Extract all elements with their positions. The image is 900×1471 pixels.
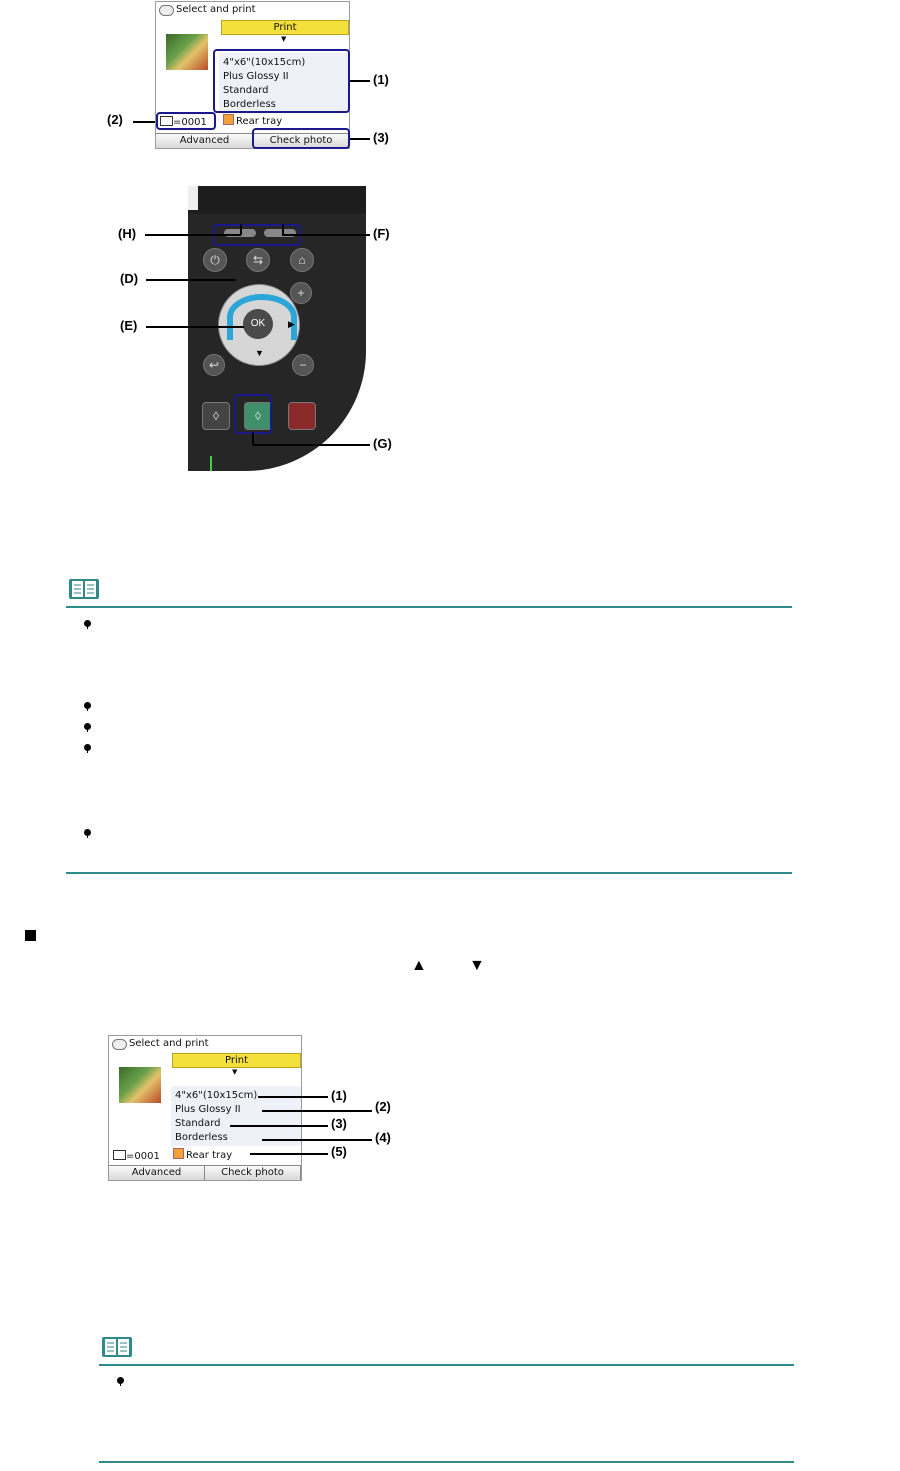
bullet	[84, 702, 91, 711]
note-rule-top	[99, 1364, 794, 1366]
section-marker	[25, 930, 36, 941]
callout-label: (H)	[118, 226, 137, 241]
print-quality: Standard	[223, 85, 269, 96]
border-setting: Borderless	[175, 1132, 228, 1143]
plus-icon[interactable]: +	[290, 282, 312, 304]
bullet	[84, 723, 91, 732]
status-lamp	[210, 456, 212, 471]
note-rule-bottom	[99, 1461, 794, 1463]
callout-label: (1)	[331, 1088, 347, 1103]
callout-label: (5)	[331, 1144, 347, 1159]
print-tab[interactable]: Print	[221, 20, 349, 35]
paper-size: 4"x6"(10x15cm)	[175, 1090, 258, 1101]
copies-icon	[113, 1150, 126, 1160]
advanced-button[interactable]: Advanced	[156, 134, 254, 148]
advanced-button[interactable]: Advanced	[109, 1166, 205, 1180]
right-arrow-icon[interactable]: ▶	[288, 319, 295, 329]
tray-icon	[223, 114, 234, 125]
panel-top-strip	[188, 186, 366, 214]
highlight-count	[156, 112, 216, 130]
border-setting: Borderless	[223, 99, 276, 110]
print-tab[interactable]: Print	[172, 1053, 301, 1068]
callout-line	[282, 224, 284, 235]
callout-line	[262, 1110, 372, 1112]
panel-edge	[188, 186, 198, 210]
callout-label: (3)	[373, 130, 389, 145]
callout-label: (F)	[373, 226, 390, 241]
lcd-screen-bottom	[108, 1035, 302, 1181]
photo-thumbnail	[166, 34, 208, 70]
home-icon[interactable]: ⌂	[290, 248, 314, 272]
tray-icon	[173, 1148, 184, 1159]
callout-line	[282, 234, 370, 236]
note-icon	[101, 1336, 133, 1358]
callout-line	[262, 1139, 372, 1141]
minus-icon[interactable]: −	[292, 354, 314, 376]
callout-label: (2)	[107, 112, 123, 127]
print-quality: Standard	[175, 1118, 221, 1129]
callout-line	[253, 444, 370, 446]
down-arrow-icon: ▼	[281, 35, 287, 43]
highlight-settings	[213, 49, 350, 113]
callout-line	[258, 1096, 328, 1098]
black-start-button[interactable]: ◊	[202, 402, 230, 430]
paper-source	[173, 1148, 232, 1161]
callout-line	[350, 138, 370, 140]
callout-label: (G)	[373, 436, 392, 451]
bullet	[84, 744, 91, 753]
settings-list	[171, 1086, 301, 1146]
ok-label: OK	[250, 318, 266, 329]
callout-line	[240, 224, 242, 235]
callout-label: (4)	[375, 1130, 391, 1145]
copy-count	[113, 1150, 160, 1162]
screen-title: Select and print	[176, 4, 256, 15]
down-arrow-icon[interactable]: ▼	[255, 348, 264, 358]
media-type: Plus Glossy II	[175, 1104, 241, 1115]
paper-source-value: Rear tray	[186, 1150, 233, 1161]
callout-line	[133, 121, 155, 123]
callout-line	[350, 80, 370, 82]
color-start-button[interactable]: ◊	[244, 402, 272, 430]
callout-line	[252, 432, 254, 445]
bullet	[117, 1377, 124, 1386]
back-icon[interactable]: ↩	[203, 354, 225, 376]
callout-line	[145, 234, 241, 236]
note-rule-bottom	[66, 872, 792, 874]
paper-source	[223, 114, 282, 127]
paper-source-value: Rear tray	[236, 116, 283, 127]
screen-title: Select and print	[129, 1038, 209, 1049]
down-arrow-icon: ▼	[232, 1068, 238, 1076]
callout-label: (3)	[331, 1116, 347, 1131]
photo-thumbnail	[119, 1067, 161, 1103]
check-photo-button[interactable]: Check photo	[205, 1166, 301, 1180]
callout-label: (2)	[375, 1099, 391, 1114]
copy-count-value: =0001	[173, 117, 207, 128]
bullet	[84, 620, 91, 629]
down-arrow-icon: ▼	[469, 957, 485, 974]
softkey-row	[109, 1165, 301, 1180]
copy-count-value: =0001	[126, 1151, 160, 1162]
callout-label: (E)	[120, 318, 138, 333]
media-type: Plus Glossy II	[223, 71, 289, 82]
note-rule-top	[66, 606, 792, 608]
power-icon[interactable]: ⏻	[203, 248, 227, 272]
callout-line	[146, 326, 244, 328]
highlight-start-button	[234, 394, 272, 434]
check-photo-button[interactable]: Check photo	[254, 134, 349, 148]
highlight-check-photo	[252, 128, 350, 149]
stop-button[interactable]	[288, 402, 316, 430]
settings-icon[interactable]: ⇆	[246, 248, 270, 272]
up-arrow-icon: ▲	[411, 957, 427, 974]
callout-label: (1)	[373, 72, 389, 87]
ok-button[interactable]	[243, 309, 273, 339]
paper-size: 4"x6"(10x15cm)	[223, 57, 306, 68]
callout-line	[146, 279, 236, 281]
bullet	[84, 829, 91, 838]
note-icon	[68, 578, 100, 600]
callout-label: (D)	[120, 271, 139, 286]
callout-line	[250, 1153, 328, 1155]
callout-line	[230, 1125, 328, 1127]
